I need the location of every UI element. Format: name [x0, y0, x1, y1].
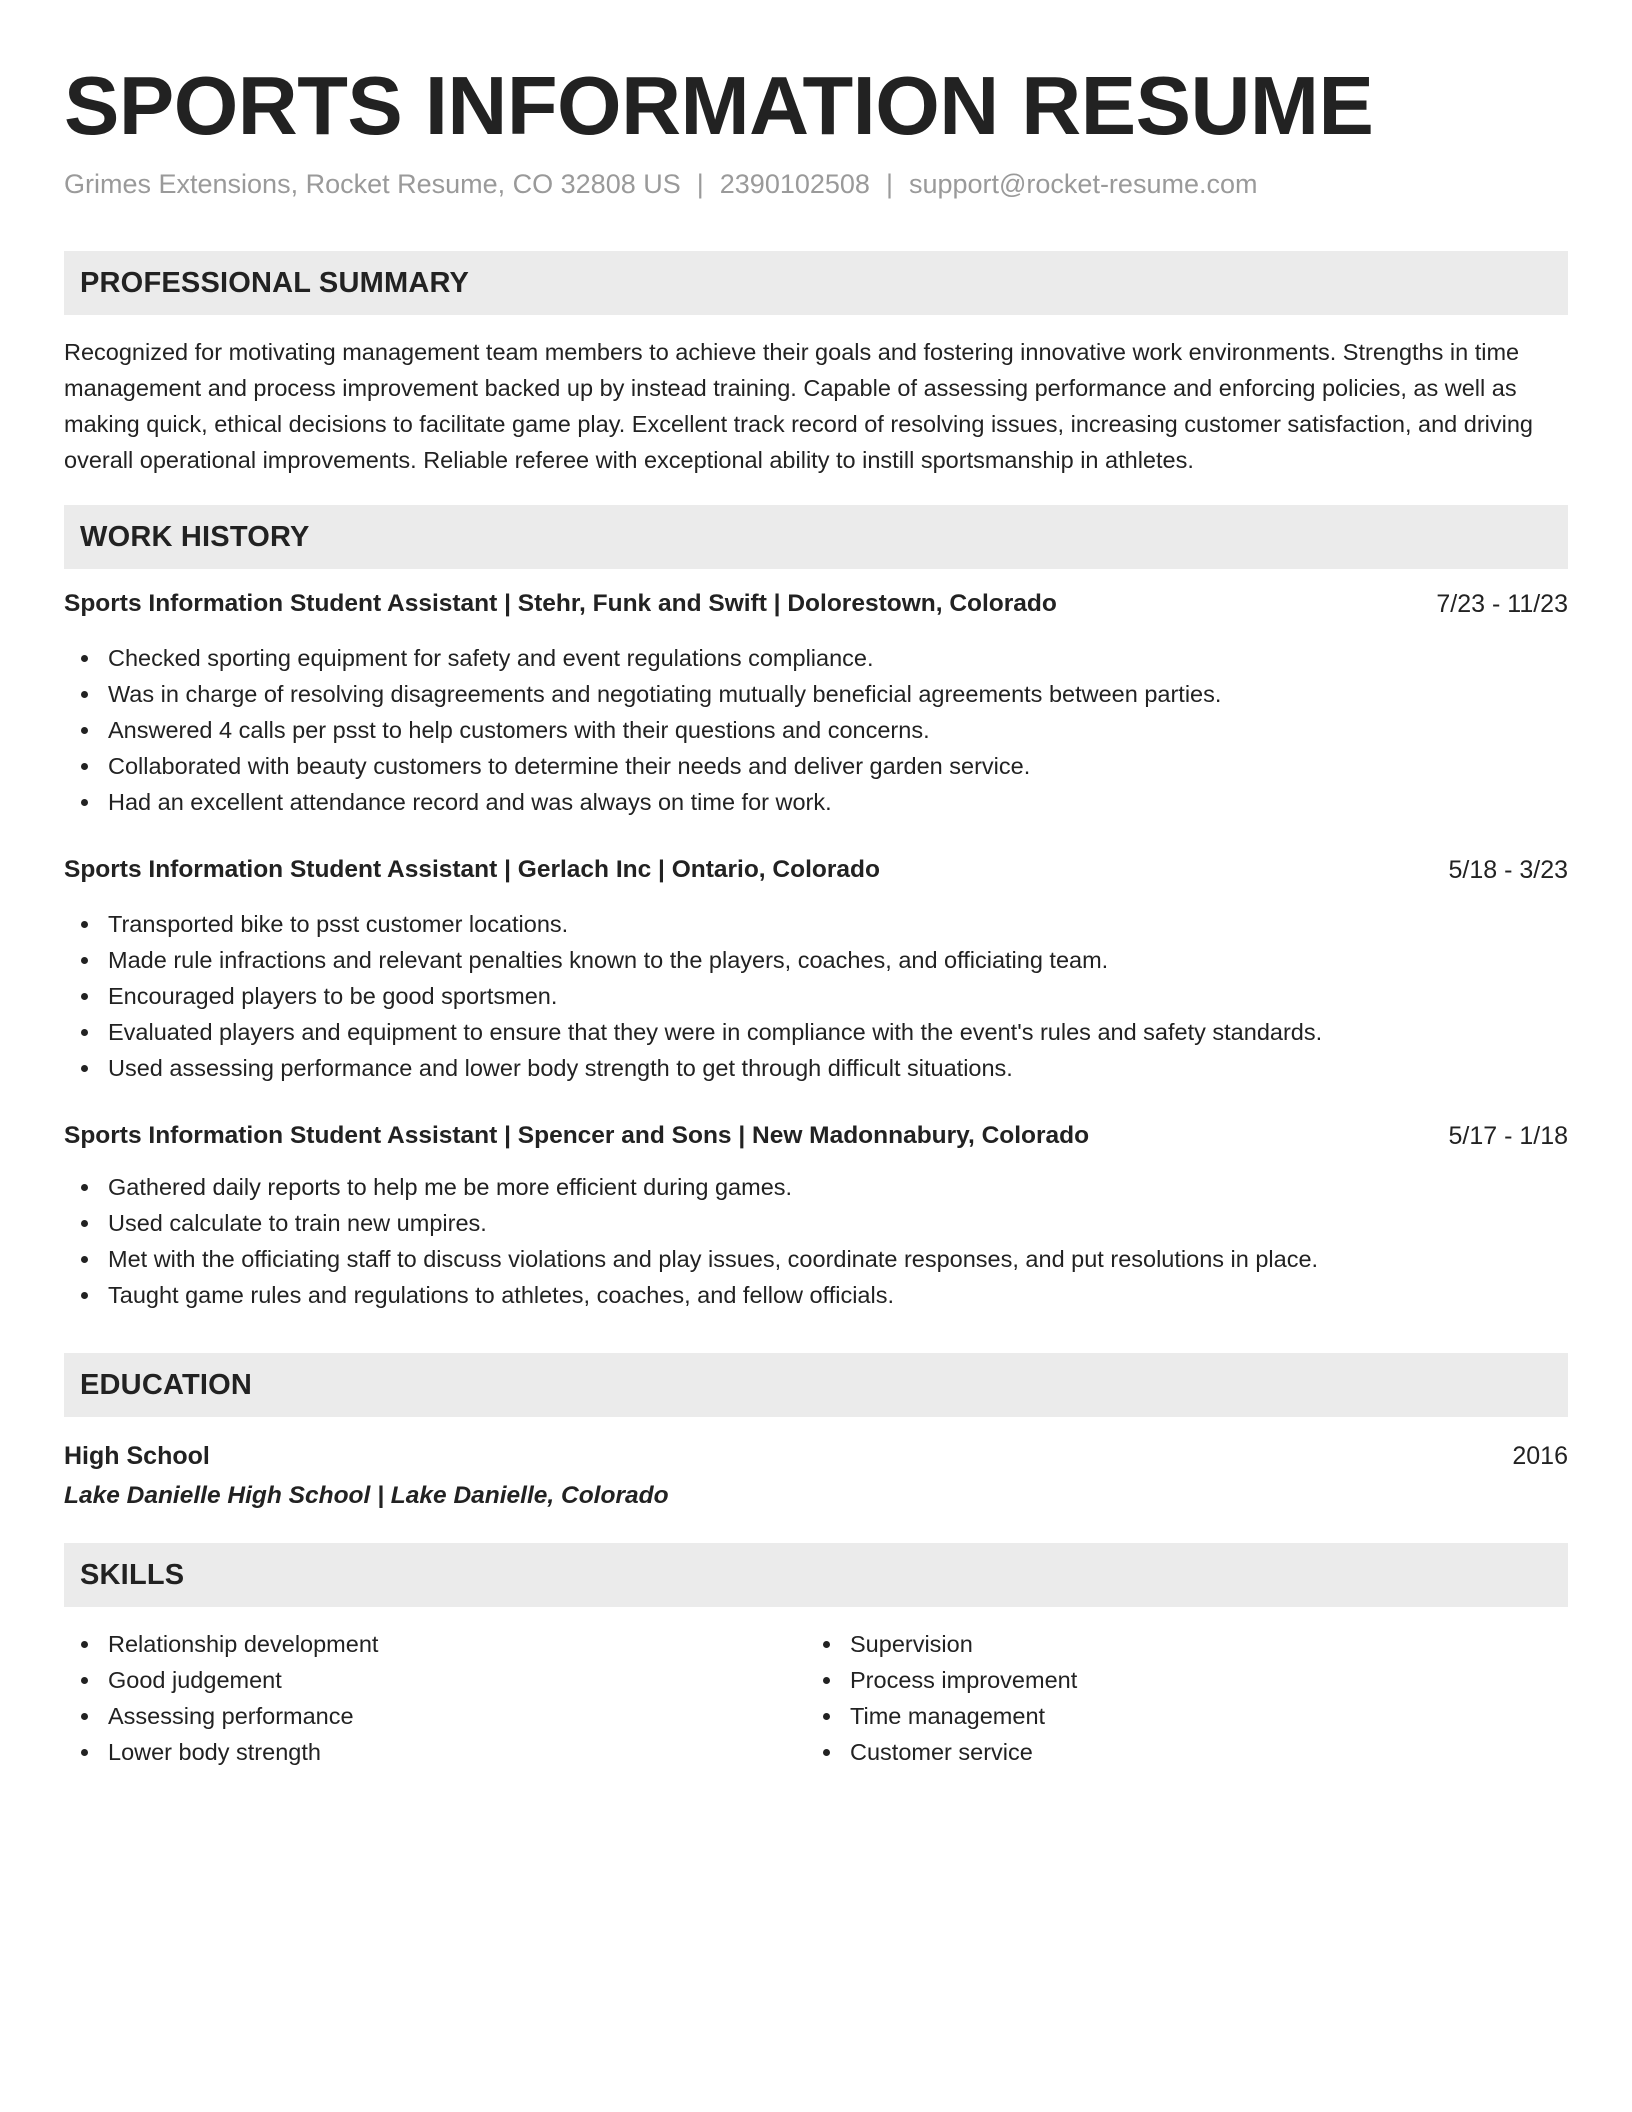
job-bullet: Answered 4 calls per psst to help customers with their questions and concerns. [64, 712, 1568, 748]
skills-section-header [64, 1543, 1568, 1607]
section-title: PROFESSIONAL SUMMARY [80, 267, 470, 299]
summary-section-header [64, 251, 1568, 315]
job-dates: 7/23 - 11/23 [1436, 590, 1568, 618]
job-bullet: Taught game rules and regulations to athletes, coaches, and fellow officials. [64, 1277, 1568, 1313]
skill-item: Relationship development [64, 1626, 1568, 1662]
job-title: Sports Information Student Assistant | Spencer and Sons | New Madonnabury, Colorado [64, 1122, 1090, 1149]
job-bullets [64, 640, 1568, 820]
contact-line [64, 166, 1257, 202]
education-degree: High School [64, 1442, 210, 1470]
skill-item: Lower body strength [64, 1734, 1568, 1770]
contact-email: support@rocket-resume.com [908, 169, 1258, 199]
job-title: Sports Information Student Assistant | Stehr, Funk and Swift | Dolorestown, Colorado [64, 590, 1057, 617]
contact-address: Grimes Extensions, Rocket Resume, CO 32808 US [64, 169, 681, 199]
job-bullet: Transported bike to psst customer locations. [64, 906, 1568, 942]
skills-list-right [806, 1626, 1632, 1770]
education-year: 2016 [1512, 1442, 1568, 1470]
job-title: Sports Information Student Assistant | Gerlach Inc | Ontario, Colorado [64, 856, 880, 883]
job-bullet: Gathered daily reports to help me be more efficient during games. [64, 1169, 1568, 1205]
job-bullet: Made rule infractions and relevant penalties known to the players, coaches, and officiating team. [64, 942, 1568, 978]
job-entry-header [64, 852, 1568, 888]
resume-name: SPORTS INFORMATION RESUME [64, 59, 1374, 152]
job-bullet: Checked sporting equipment for safety and event regulations compliance. [64, 640, 1568, 676]
contact-phone: 2390102508 [719, 169, 870, 199]
education-school: Lake Danielle High School | Lake Danielle, Colorado [64, 1482, 669, 1509]
job-bullets [64, 906, 1568, 1086]
job-bullet: Used calculate to train new umpires. [64, 1205, 1568, 1241]
job-bullet: Evaluated players and equipment to ensure that they were in compliance with the event's rules and safety standards. [64, 1014, 1568, 1050]
skill-item: Customer service [806, 1734, 1632, 1770]
job-dates: 5/18 - 3/23 [1448, 856, 1568, 884]
job-dates: 5/17 - 1/18 [1448, 1122, 1568, 1150]
summary-text: Recognized for motivating management team members to achieve their goals and fostering innovative work environments. Strengths in time management and process improvement backed up by instead training. Capable of assessing performance and enforcing policies, as well as making quick, ethical decisions to facilitate game play. Excellent track record of resolving issues, increasing customer satisfaction, and driving overall operational improvements. Reliable referee with exceptional ability to instill sportsmanship in athletes. [64, 339, 1534, 473]
skill-item: Assessing performance [64, 1698, 1568, 1734]
job-entry-header [64, 1118, 1568, 1154]
job-bullet: Met with the officiating staff to discuss violations and play issues, coordinate responses, and put resolutions in place. [64, 1241, 1568, 1277]
job-bullet: Used assessing performance and lower body strength to get through difficult situations. [64, 1050, 1568, 1086]
job-bullet: Encouraged players to be good sportsmen. [64, 978, 1568, 1014]
work-history-section-header [64, 505, 1568, 569]
skill-item: Time management [806, 1698, 1632, 1734]
skill-item: Process improvement [806, 1662, 1632, 1698]
section-title: EDUCATION [80, 1369, 253, 1401]
section-title: SKILLS [80, 1559, 185, 1591]
job-bullets [64, 1169, 1568, 1313]
education-section-header [64, 1353, 1568, 1417]
job-bullet: Was in charge of resolving disagreements and negotiating mutually beneficial agreements between parties. [64, 676, 1568, 712]
job-entry-header [64, 586, 1568, 622]
contact-separator: | [696, 169, 704, 199]
job-bullet: Had an excellent attendance record and was always on time for work. [64, 784, 1568, 820]
skill-item: Supervision [806, 1626, 1632, 1662]
contact-separator: | [885, 169, 893, 199]
skill-item: Good judgement [64, 1662, 1568, 1698]
section-title: WORK HISTORY [80, 521, 310, 553]
job-bullet: Collaborated with beauty customers to determine their needs and deliver garden service. [64, 748, 1568, 784]
